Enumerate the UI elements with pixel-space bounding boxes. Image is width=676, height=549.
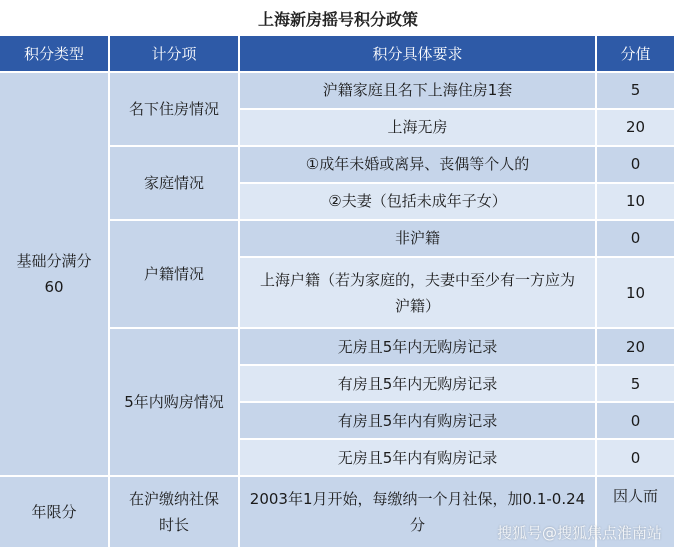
col-header-score: 分值	[597, 36, 676, 73]
col-header-type: 积分类型	[0, 36, 110, 73]
score-cell: 0	[597, 440, 676, 477]
requirement-cell: 有房且5年内有购房记录	[240, 403, 597, 440]
years-item-cell: 在沪缴纳社保时长	[110, 477, 240, 549]
requirement-cell: 2003年1月开始，每缴纳一个月社保，加0.1-0.24分	[240, 477, 597, 549]
purchase-item-cell: 5年内购房情况	[110, 329, 240, 477]
col-header-item: 计分项	[110, 36, 240, 73]
family-item-cell: 家庭情况	[110, 147, 240, 221]
score-cell: 5	[597, 73, 676, 110]
requirement-cell: 沪籍家庭且名下上海住房1套	[240, 73, 597, 110]
score-cell: 10	[597, 258, 676, 330]
residence-item-cell: 名下住房情况	[110, 73, 240, 147]
requirement-cell: 上海无房	[240, 110, 597, 147]
score-cell: 因人而	[597, 477, 676, 549]
requirement-cell: 上海户籍（若为家庭的，夫妻中至少有一方应为沪籍）	[240, 258, 597, 330]
col-header-requirement: 积分具体要求	[240, 36, 597, 73]
score-cell: 10	[597, 184, 676, 221]
table-title: 上海新房摇号积分政策	[257, 9, 418, 29]
policy-table	[0, 36, 676, 549]
header-row	[0, 36, 676, 73]
requirement-cell: 无房且5年内有购房记录	[240, 440, 597, 477]
score-cell: 5	[597, 366, 676, 403]
score-cell: 20	[597, 110, 676, 147]
score-cell: 0	[597, 403, 676, 440]
table-row	[0, 73, 676, 110]
hukou-item-cell: 户籍情况	[110, 221, 240, 330]
watermark: 搜狐号@搜狐焦点淮南站	[496, 524, 662, 542]
years-type-cell: 年限分	[0, 477, 110, 549]
requirement-cell: ②夫妻（包括未成年子女）	[240, 184, 597, 221]
score-cell: 0	[597, 147, 676, 184]
basic-type-cell: 基础分满分60	[0, 73, 110, 477]
requirement-cell: ①成年未婚或离异、丧偶等个人的	[240, 147, 597, 184]
score-cell: 0	[597, 221, 676, 258]
requirement-cell: 无房且5年内无购房记录	[240, 329, 597, 366]
requirement-cell: 非沪籍	[240, 221, 597, 258]
score-cell: 20	[597, 329, 676, 366]
requirement-cell: 有房且5年内无购房记录	[240, 366, 597, 403]
